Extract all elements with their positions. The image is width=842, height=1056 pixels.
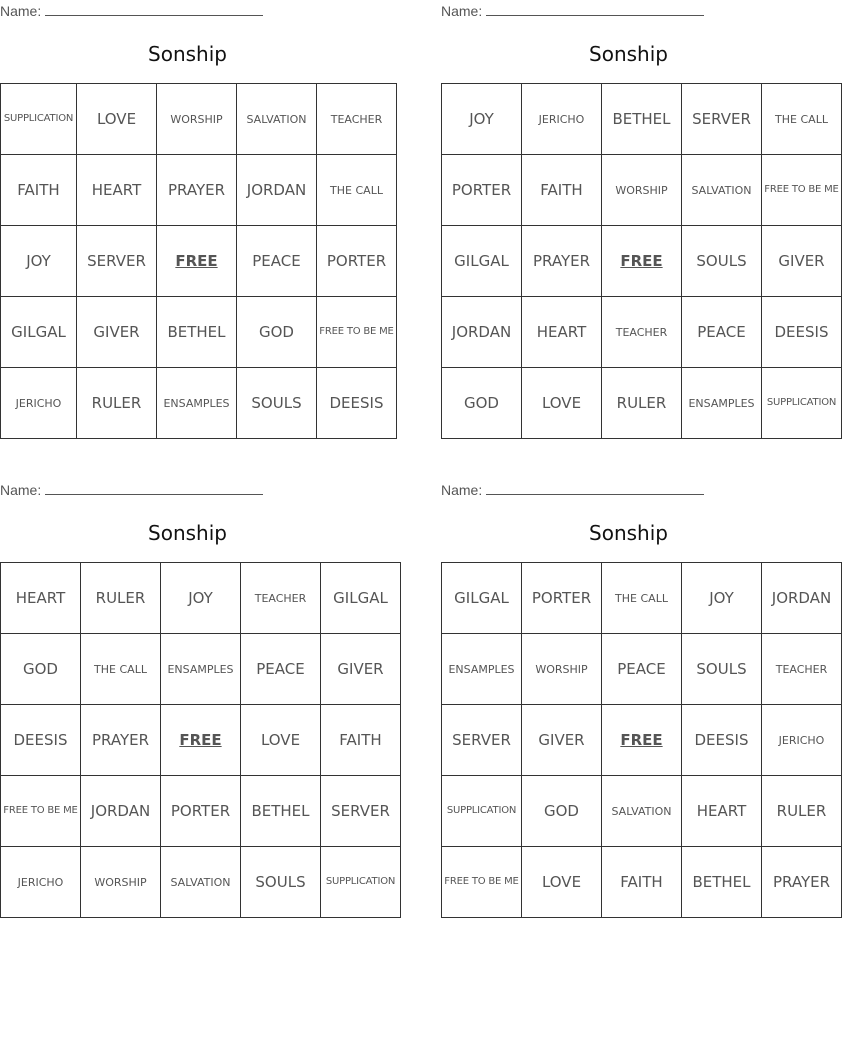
bingo-cell[interactable]: PEACE [241, 634, 321, 705]
bingo-grid [441, 562, 842, 918]
bingo-cell[interactable]: SALVATION [237, 84, 317, 155]
bingo-cell[interactable]: SOULS [241, 847, 321, 918]
bingo-cell[interactable]: BETHEL [157, 297, 237, 368]
grid-row [1, 776, 401, 847]
name-field [441, 2, 741, 20]
name-field [0, 2, 300, 20]
name-label: Name: [0, 482, 42, 498]
bingo-cell[interactable]: SERVER [77, 226, 157, 297]
bingo-cell[interactable]: TEACHER [241, 563, 321, 634]
bingo-cell[interactable]: SALVATION [602, 776, 682, 847]
bingo-cell[interactable]: JERICHO [1, 368, 77, 439]
grid-row [1, 705, 401, 776]
bingo-cell[interactable]: JORDAN [81, 776, 161, 847]
bingo-cell[interactable]: PRAYER [762, 847, 842, 918]
grid-row [1, 226, 397, 297]
name-line[interactable] [486, 481, 704, 495]
name-field [441, 481, 741, 499]
bingo-cell[interactable]: DEESIS [682, 705, 762, 776]
bingo-cell[interactable]: PRAYER [157, 155, 237, 226]
bingo-cell[interactable]: SOULS [682, 226, 762, 297]
bingo-cell[interactable]: BETHEL [241, 776, 321, 847]
bingo-cell[interactable]: DEESIS [1, 705, 81, 776]
bingo-cell[interactable]: SERVER [682, 84, 762, 155]
bingo-cell[interactable]: PRAYER [81, 705, 161, 776]
bingo-cell[interactable]: JORDAN [237, 155, 317, 226]
bingo-cell[interactable]: SALVATION [682, 155, 762, 226]
bingo-cell[interactable]: SALVATION [161, 847, 241, 918]
name-line[interactable] [45, 2, 263, 16]
bingo-cell[interactable]: SUPPLICATION [1, 84, 77, 155]
grid-row [442, 297, 842, 368]
grid-row [442, 226, 842, 297]
bingo-cell[interactable]: BETHEL [682, 847, 762, 918]
grid-row [442, 155, 842, 226]
bingo-cell[interactable]: RULER [762, 776, 842, 847]
grid-row [442, 705, 842, 776]
bingo-cell[interactable]: RULER [77, 368, 157, 439]
bingo-cell[interactable]: JERICHO [762, 705, 842, 776]
bingo-cell[interactable]: HEART [77, 155, 157, 226]
bingo-cell[interactable]: THE CALL [602, 563, 682, 634]
bingo-cell[interactable]: RULER [602, 368, 682, 439]
grid-row [442, 84, 842, 155]
bingo-cell[interactable]: JOY [442, 84, 522, 155]
bingo-cell[interactable]: SOULS [682, 634, 762, 705]
bingo-cell[interactable]: BETHEL [602, 84, 682, 155]
bingo-cell[interactable]: THE CALL [317, 155, 397, 226]
bingo-cell[interactable]: GIVER [77, 297, 157, 368]
bingo-cell[interactable]: PORTER [442, 155, 522, 226]
bingo-grid [0, 83, 397, 439]
bingo-cell[interactable]: WORSHIP [157, 84, 237, 155]
bingo-cell[interactable]: WORSHIP [522, 634, 602, 705]
bingo-cell[interactable]: HEART [682, 776, 762, 847]
card-title: Sonship [589, 42, 668, 66]
bingo-card-1 [0, 0, 394, 440]
grid-row [1, 634, 401, 705]
bingo-grid [441, 83, 842, 439]
bingo-cell[interactable]: SUPPLICATION [442, 776, 522, 847]
bingo-cell[interactable]: GOD [522, 776, 602, 847]
grid-row [1, 368, 397, 439]
bingo-cell[interactable]: JOY [161, 563, 241, 634]
bingo-cell[interactable]: JERICHO [522, 84, 602, 155]
bingo-cell[interactable]: TEACHER [602, 297, 682, 368]
bingo-cell[interactable]: PORTER [161, 776, 241, 847]
bingo-cell[interactable]: PEACE [682, 297, 762, 368]
bingo-card-2 [441, 0, 839, 440]
bingo-cell[interactable]: JOY [1, 226, 77, 297]
grid-row [1, 155, 397, 226]
bingo-cell[interactable]: FAITH [321, 705, 401, 776]
grid-row [1, 297, 397, 368]
bingo-cell[interactable]: HEART [522, 297, 602, 368]
card-title: Sonship [148, 521, 227, 545]
grid-row [442, 368, 842, 439]
bingo-cell[interactable]: PRAYER [522, 226, 602, 297]
bingo-cell[interactable]: PEACE [602, 634, 682, 705]
bingo-cell[interactable]: JOY [682, 563, 762, 634]
grid-row [1, 84, 397, 155]
bingo-cell[interactable]: LOVE [241, 705, 321, 776]
bingo-cell[interactable]: GIVER [522, 705, 602, 776]
bingo-cell[interactable]: GIVER [762, 226, 842, 297]
free-space-cell[interactable]: FREE [157, 226, 237, 297]
bingo-cell[interactable]: PORTER [317, 226, 397, 297]
grid-row [1, 563, 401, 634]
card-title: Sonship [589, 521, 668, 545]
bingo-cell[interactable]: LOVE [522, 368, 602, 439]
bingo-grid [0, 562, 401, 918]
bingo-cell[interactable]: GOD [1, 634, 81, 705]
bingo-cell[interactable]: FREE TO BE ME [762, 155, 842, 226]
bingo-cell[interactable]: DEESIS [762, 297, 842, 368]
bingo-cell[interactable]: FREE TO BE ME [317, 297, 397, 368]
bingo-cell[interactable]: PEACE [237, 226, 317, 297]
free-space-cell[interactable]: FREE [602, 226, 682, 297]
bingo-cell[interactable]: THE CALL [762, 84, 842, 155]
bingo-cell[interactable]: ENSAMPLES [442, 634, 522, 705]
grid-row [442, 847, 842, 918]
bingo-cell[interactable]: PORTER [522, 563, 602, 634]
bingo-cell[interactable]: GOD [237, 297, 317, 368]
bingo-cell[interactable]: GIVER [321, 634, 401, 705]
grid-row [1, 847, 401, 918]
bingo-cell[interactable]: SUPPLICATION [321, 847, 401, 918]
grid-row [442, 563, 842, 634]
name-label: Name: [441, 482, 483, 498]
name-field [0, 481, 300, 499]
name-line[interactable] [486, 2, 704, 16]
bingo-cell[interactable]: SUPPLICATION [762, 368, 842, 439]
card-title: Sonship [148, 42, 227, 66]
bingo-cell[interactable]: ENSAMPLES [161, 634, 241, 705]
name-line[interactable] [45, 481, 263, 495]
bingo-cell[interactable]: FAITH [522, 155, 602, 226]
bingo-cell[interactable]: GILGAL [442, 563, 522, 634]
name-label: Name: [0, 3, 42, 19]
bingo-cell[interactable]: GOD [442, 368, 522, 439]
bingo-cell[interactable]: GILGAL [1, 297, 77, 368]
bingo-cell[interactable]: LOVE [77, 84, 157, 155]
bingo-cell[interactable]: HEART [1, 563, 81, 634]
bingo-cell[interactable]: JORDAN [762, 563, 842, 634]
free-space-cell[interactable]: FREE [602, 705, 682, 776]
bingo-cell[interactable]: FAITH [1, 155, 77, 226]
name-label: Name: [441, 3, 483, 19]
bingo-cell[interactable]: RULER [81, 563, 161, 634]
grid-row [442, 634, 842, 705]
bingo-cell[interactable]: FREE TO BE ME [442, 847, 522, 918]
bingo-cell[interactable]: SERVER [442, 705, 522, 776]
bingo-cell[interactable]: ENSAMPLES [157, 368, 237, 439]
bingo-cell[interactable]: WORSHIP [602, 155, 682, 226]
bingo-cell[interactable]: TEACHER [317, 84, 397, 155]
free-space-cell[interactable]: FREE [161, 705, 241, 776]
bingo-cell[interactable]: GILGAL [321, 563, 401, 634]
bingo-cell[interactable]: GILGAL [442, 226, 522, 297]
bingo-cell[interactable]: LOVE [522, 847, 602, 918]
bingo-cell[interactable]: JORDAN [442, 297, 522, 368]
bingo-cell[interactable]: FAITH [602, 847, 682, 918]
bingo-cell[interactable]: FREE TO BE ME [1, 776, 81, 847]
bingo-cell[interactable]: SERVER [321, 776, 401, 847]
bingo-cell[interactable]: WORSHIP [81, 847, 161, 918]
bingo-cell[interactable]: SOULS [237, 368, 317, 439]
grid-row [442, 776, 842, 847]
bingo-cell[interactable]: JERICHO [1, 847, 81, 918]
bingo-cell[interactable]: DEESIS [317, 368, 397, 439]
bingo-cell[interactable]: ENSAMPLES [682, 368, 762, 439]
bingo-card-4 [441, 479, 832, 919]
bingo-card-3 [0, 479, 396, 919]
bingo-cell[interactable]: TEACHER [762, 634, 842, 705]
bingo-cell[interactable]: THE CALL [81, 634, 161, 705]
